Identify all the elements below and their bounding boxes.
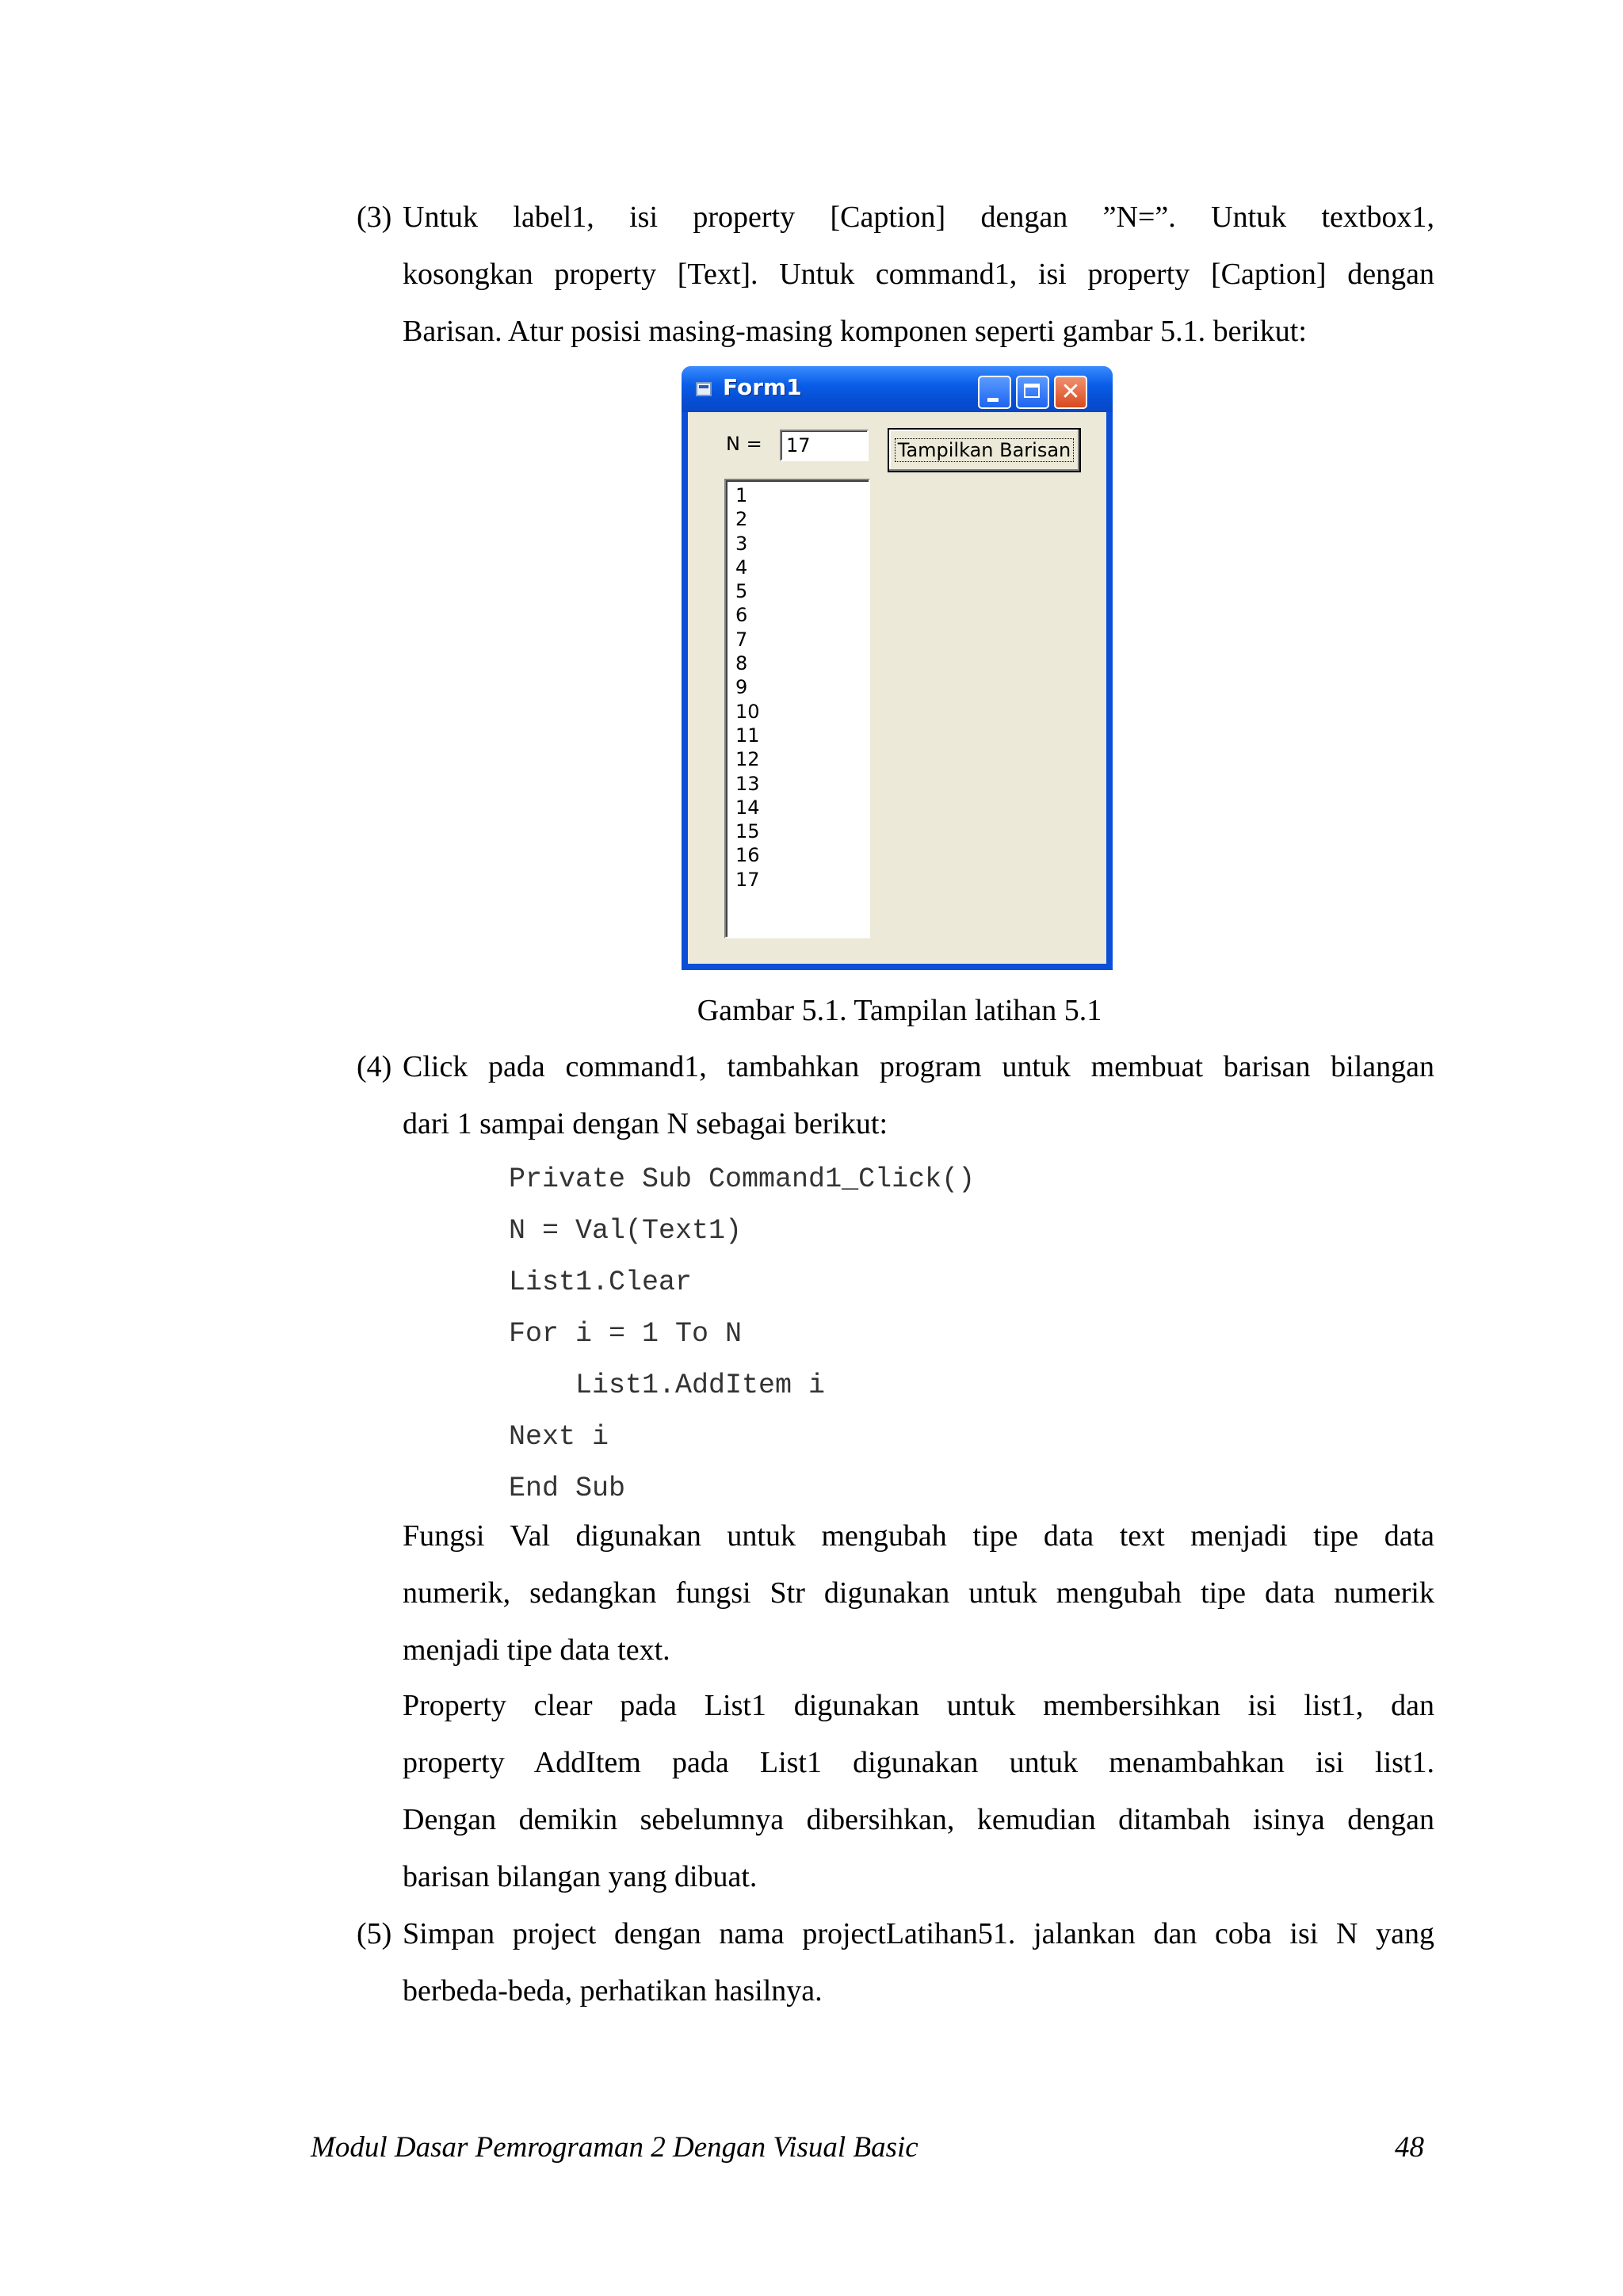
code-line: Next i (509, 1421, 609, 1453)
title-bar[interactable] (682, 366, 1113, 412)
list-item[interactable]: 6 (735, 604, 748, 627)
text-line: property AddItem pada List1 digunakan untuk menambahkan isi list1. (403, 1746, 1434, 1779)
step-3-number: (3) (357, 201, 392, 234)
text-line: Click pada command1, tambahkan program untuk membuat barisan bilangan (403, 1050, 1434, 1083)
list-item[interactable]: 15 (735, 820, 760, 843)
text-line: Simpan project dengan nama projectLatihan51. jalankan dan coba isi N yang (403, 1917, 1434, 1950)
text-line: menjadi tipe data text. (403, 1633, 670, 1667)
close-button[interactable] (1054, 376, 1087, 409)
text-line: Dengan demikin sebelumnya dibersihkan, kemudian ditambah isinya dengan (403, 1803, 1434, 1836)
maximize-button[interactable] (1016, 376, 1049, 409)
list-item[interactable]: 17 (735, 868, 760, 891)
explanation-clear-additem (403, 1677, 1434, 1905)
text-line: berbeda-beda, perhatikan hasilnya. (403, 1974, 823, 2008)
list-item[interactable]: 11 (735, 724, 760, 747)
step-3-text (403, 189, 1434, 360)
list-item[interactable]: 3 (735, 532, 748, 555)
text-line: Barisan. Atur posisi masing-masing komponen seperti gambar 5.1. berikut: (403, 315, 1307, 348)
list-item[interactable]: 5 (735, 580, 748, 603)
text-line: numerik, sedangkan fungsi Str digunakan untuk mengubah tipe data numerik (403, 1576, 1434, 1610)
code-line: List1.AddItem i (509, 1370, 826, 1401)
form-icon (696, 382, 712, 396)
step-4-number: (4) (357, 1050, 392, 1083)
step-4-text (403, 1038, 1434, 1152)
list-item[interactable]: 8 (735, 652, 748, 675)
text-line: kosongkan property [Text]. Untuk command1, isi property [Caption] dengan (403, 258, 1434, 291)
list-item[interactable]: 13 (735, 772, 760, 795)
form-client-area (688, 412, 1106, 964)
close-icon: ✕ (1060, 378, 1081, 406)
list-item[interactable]: 9 (735, 676, 748, 699)
page-number: 48 (1395, 2131, 1424, 2164)
code-line: For i = 1 To N (509, 1318, 743, 1350)
button-label: Tampilkan Barisan (895, 438, 1075, 462)
list-item[interactable]: 2 (735, 508, 748, 531)
step-5-number: (5) (357, 1917, 392, 1950)
list1-listbox[interactable] (724, 479, 870, 938)
explanation-val-str (403, 1507, 1434, 1679)
code-line: End Sub (509, 1473, 626, 1504)
text-line: Property clear pada List1 digunakan untuk membersihkan isi list1, dan (403, 1689, 1434, 1722)
n-textbox[interactable]: 17 (780, 430, 869, 461)
text-line: Fungsi Val digunakan untuk mengubah tipe data text menjadi tipe data (403, 1519, 1434, 1553)
tampilkan-barisan-button[interactable] (888, 428, 1081, 472)
text-line: Untuk label1, isi property [Caption] dengan ”N=”. Untuk textbox1, (403, 201, 1434, 234)
text-line: dari 1 sampai dengan N sebagai berikut: (403, 1107, 888, 1140)
minimize-button[interactable] (978, 376, 1011, 409)
n-label: N = (726, 433, 762, 455)
list-item[interactable]: 7 (735, 628, 748, 651)
window-title: Form1 (723, 374, 802, 400)
code-line: List1.Clear (509, 1266, 693, 1298)
list-item[interactable]: 14 (735, 796, 760, 819)
code-block (509, 1154, 975, 1515)
footer-title: Modul Dasar Pemrograman 2 Dengan Visual Basic (311, 2131, 918, 2164)
code-line: Private Sub Command1_Click() (509, 1163, 976, 1195)
form1-window (682, 366, 1113, 970)
code-line: N = Val(Text1) (509, 1215, 743, 1247)
step-5-text (403, 1905, 1434, 2019)
list-item[interactable]: 10 (735, 700, 760, 723)
list-item[interactable]: 4 (735, 556, 748, 579)
list-item[interactable]: 16 (735, 844, 760, 867)
list-item[interactable]: 1 (735, 484, 748, 506)
list-item[interactable]: 12 (735, 748, 760, 771)
figure-caption: Gambar 5.1. Tampilan latihan 5.1 (697, 994, 1102, 1027)
text-line: barisan bilangan yang dibuat. (403, 1860, 758, 1893)
